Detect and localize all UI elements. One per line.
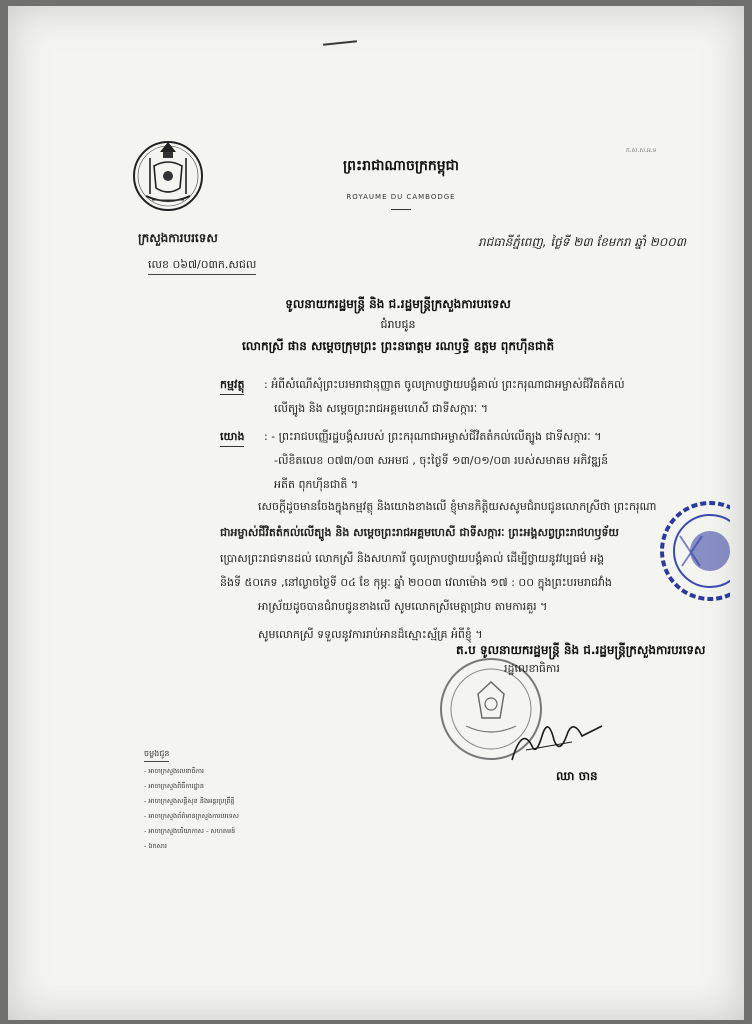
pen-mark <box>323 40 357 46</box>
handwritten-signature <box>502 706 612 766</box>
body-line-2: ជាអម្ចាស់ជីវិតតំកល់លើត្បូង និង សម្តេចព្រះរាជអគ្គមហេសី ជាទីសក្ការៈ ព្រះអង្គសព្វព្រះរាជហឫទ័យ <box>220 526 619 539</box>
signatory-title: ត.ប ទូលនាយករដ្ឋមន្ត្រី និង ជ.រដ្ឋមន្ត្រីក្រសួងការបរទេស <box>456 643 706 657</box>
cc-item: - ឯកសារ <box>144 842 167 850</box>
body-line-5: អាស្រ័យដូចបានជំរាបជូនខាងលើ សូមលោកស្រីមេត្តាជ្រាប តាមការគួរ ។ <box>258 600 548 613</box>
body-line-1: សេចក្តីដូចមានចែងក្នុងកម្មវត្ថុ និងយោងខាងលើ ខ្ញុំមានកិត្តិយសសូមជំរាបជូនលោកស្រីថា ព្រះករុណា <box>258 500 657 513</box>
header-divider <box>391 209 411 210</box>
cc-item: - អាចាក្រសួងបរិយាកាស - សហគមន៍ <box>144 827 236 835</box>
background-edge <box>744 0 752 1024</box>
signatory-position: រដ្ឋលេខាធិការ <box>504 662 560 675</box>
cc-item: - អាចាក្រសួងលេខាធិការ <box>144 767 204 775</box>
letter-date: រាជធានីភ្នំពេញ, ថ្ងៃទី ២៣ ខែមករា ឆ្នាំ ២០០៣ <box>478 235 687 249</box>
reference-label: យោង <box>220 430 244 447</box>
addressee-line-3: លោកស្រី ផាន សម្តេចក្រុមព្រះ ព្រះនរោត្តម រណឫទ្ធិ ឧត្តម ពុកហ៊ីនជាតិ <box>241 339 555 353</box>
cc-list <box>144 746 304 854</box>
reference-number: លេខ ០៦៧/០៣ក.សជល <box>148 258 256 275</box>
kingdom-title-french: ROYAUME DU CAMBODGE <box>346 193 456 201</box>
cc-item: - អាចាក្រសួងសន្តិសុខ និងអន្តរប្រព្រឹត្តិ <box>144 797 235 805</box>
body-line-3: ប្រោសព្រះរាជទានដល់ លោកស្រី និងសហការី ចូលក្រាបថ្វាយបង្គំគាល់ ដើម្បីថ្វាយនូវវប្បធម៌ អង្គ <box>220 552 605 565</box>
reference-line-1: : - ព្រះរាជបញ្ញើរដ្ឋបង្គំសរបស់ ព្រះករុណាជាអម្ចាស់ជីវិតតំកល់លើត្បូង ជាទីសក្ការៈ ។ <box>264 430 602 443</box>
ministry-name: ក្រសួងការបរទេស <box>138 231 218 245</box>
reference-line-2: -លិខិតលេខ ០៧៣/០៣ សអមជ , ចុះថ្ងៃទី ១៣/០១/០៣ របស់សមាគម អភិវឌ្ឍន៍ <box>274 454 609 467</box>
signatory-name: ឈា ចាន <box>556 769 598 783</box>
blue-stamp-icon <box>660 496 730 606</box>
document-page <box>8 6 744 1020</box>
subject-label: កម្មវត្ថុ <box>220 378 244 395</box>
cc-item: - អាចាក្រសួងពិធីការដ្ឋាន <box>144 782 204 790</box>
addressee-line-1: ទូលនាយករដ្ឋមន្ត្រី និង ជ.រដ្ឋមន្ត្រីក្រសួងការបរទេស <box>285 297 511 311</box>
kingdom-header <box>316 156 486 210</box>
body-line-4: និងទី ៥០ភេទ ,នៅល្ងាចថ្ងៃទី ០៤ ខែ កុម្ភៈ ឆ្នាំ ២០០៣ វេលាម៉ោង ១៧ : ០០ ក្នុងព្រះបរមរាជវាំង <box>220 576 612 589</box>
cc-heading: ចម្លងជូន <box>144 746 169 762</box>
cc-item: - អាចាក្រសួងព័ត៌មានក្រសួងការបរទេស <box>144 812 239 820</box>
body-line-6: សូមលោកស្រី ទទួលនូវការរាប់អានដ៏ស្មោះស្ម័គ្រ អំពីខ្ញុំ ។ <box>258 628 483 641</box>
corner-note: ក.ស.ស.អ.ទ <box>626 147 657 154</box>
subject-line-2: លើត្បូង និង សម្តេចព្រះរាជអគ្គមហេសី ជាទីសក្ការៈ ។ <box>274 402 489 415</box>
kingdom-title-khmer: ព្រះរាជាណាចក្រកម្ពុជា <box>342 158 459 174</box>
royal-emblem-icon <box>132 136 204 220</box>
reference-line-3: អតីត ពុកហ៊ីនជាតិ ។ <box>274 478 359 491</box>
subject-line-1: : អំពីសំណើសុំព្រះបរមរាជានុញ្ញាត ចូលក្រាបថ្វាយបង្គំគាល់ ព្រះករុណាជាអម្ចាស់ជីវិតតំកល់ <box>264 378 625 391</box>
addressee-line-2: ជំរាបជូន <box>380 318 416 331</box>
addressee-block <box>148 296 648 356</box>
